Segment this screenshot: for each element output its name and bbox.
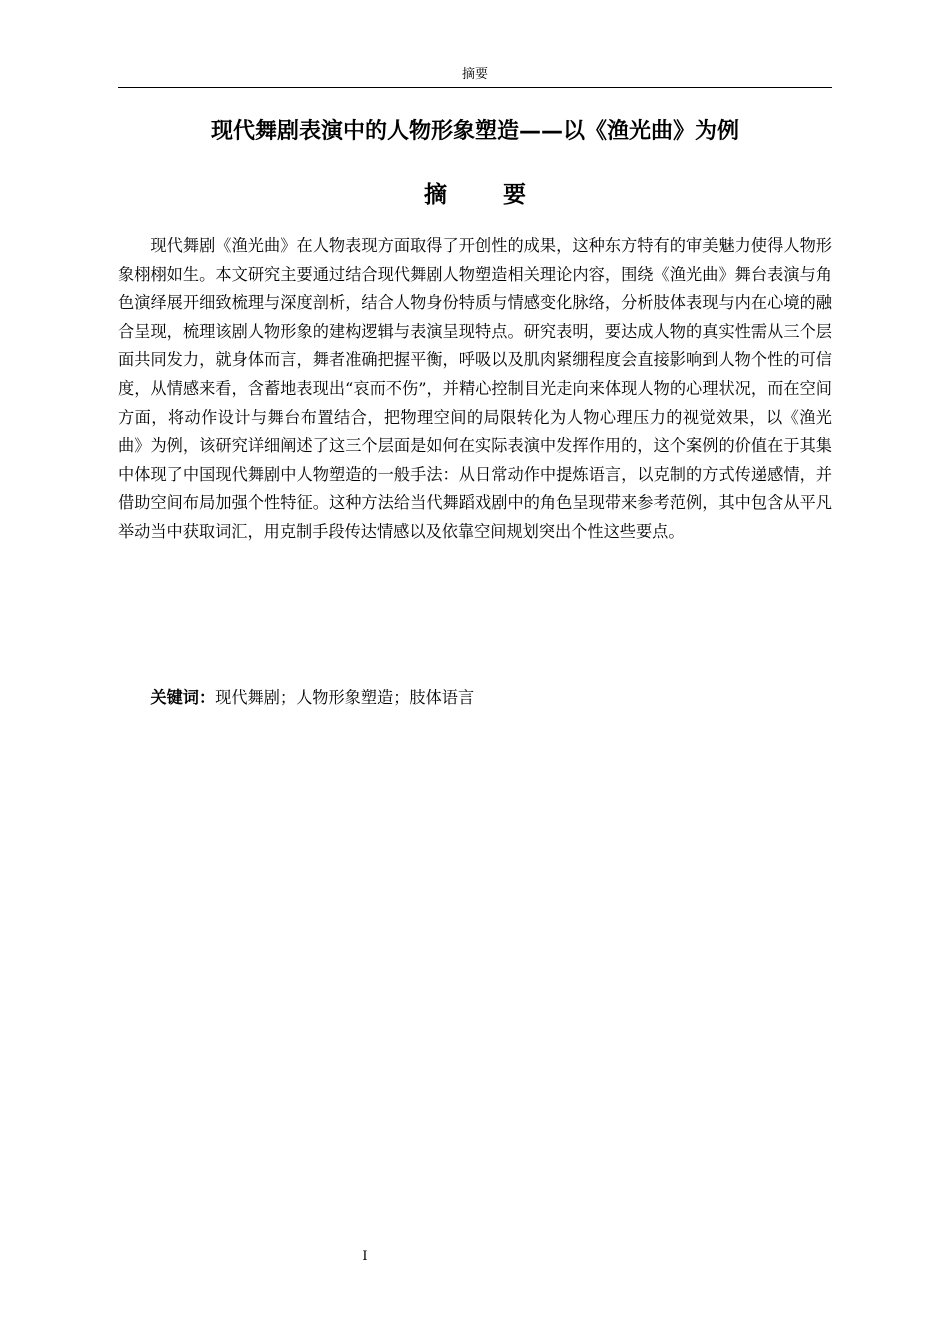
header-rule [118,87,832,88]
page-number: I [362,1249,368,1264]
keywords-line [118,684,832,712]
abstract-paragraph: 现代舞剧《渔光曲》在人物表现方面取得了开创性的成果，这种东方特有的审美魅力使得人物形象栩栩如生。本文研究主要通过结合现代舞剧人物塑造相关理论内容，围绕《渔光曲》舞台表演与角色演绎展开细致梳理与深度剖析，结合人物身份特质与情感变化脉络，分析肢体表现与内在心境的融合呈现，梳理该剧人物形象的建构逻辑与表演呈现特点。研究表明，要达成人物的真实性需从三个层面共同发力，就身体而言，舞者准确把握平衡，呼吸以及肌肉紧绷程度会直接影响到人物个性的可信度，从情感来看，含蓄地表现出“哀而不伤”，并精心控制目光走向来体现人物的心理状况，而在空间方面，将动作设计与舞台布置结合，把物理空间的局限转化为人物心理压力的视觉效果，以《渔光曲》为例，该研究详细阐述了这三个层面是如何在实际表演中发挥作用的，这个案例的价值在于其集中体现了中国现代舞剧中人物塑造的一般手法：从日常动作中提炼语言，以克制的方式传递感情，并借助空间布局加强个性特征。这种方法给当代舞蹈戏剧中的角色呈现带来参考范例，其中包含从平凡举动当中获取词汇，用克制手段传达情感以及依靠空间规划突出个性这些要点。 [118,236,832,541]
running-header: 摘要 [461,67,488,82]
keywords-list: 现代舞剧；人物形象塑造；肢体语言 [215,688,475,707]
keywords-label: 关键词： [150,688,216,707]
document-title: 现代舞剧表演中的人物形象塑造——以《渔光曲》为例 [210,119,739,144]
abstract-heading: 摘要 [424,182,582,208]
